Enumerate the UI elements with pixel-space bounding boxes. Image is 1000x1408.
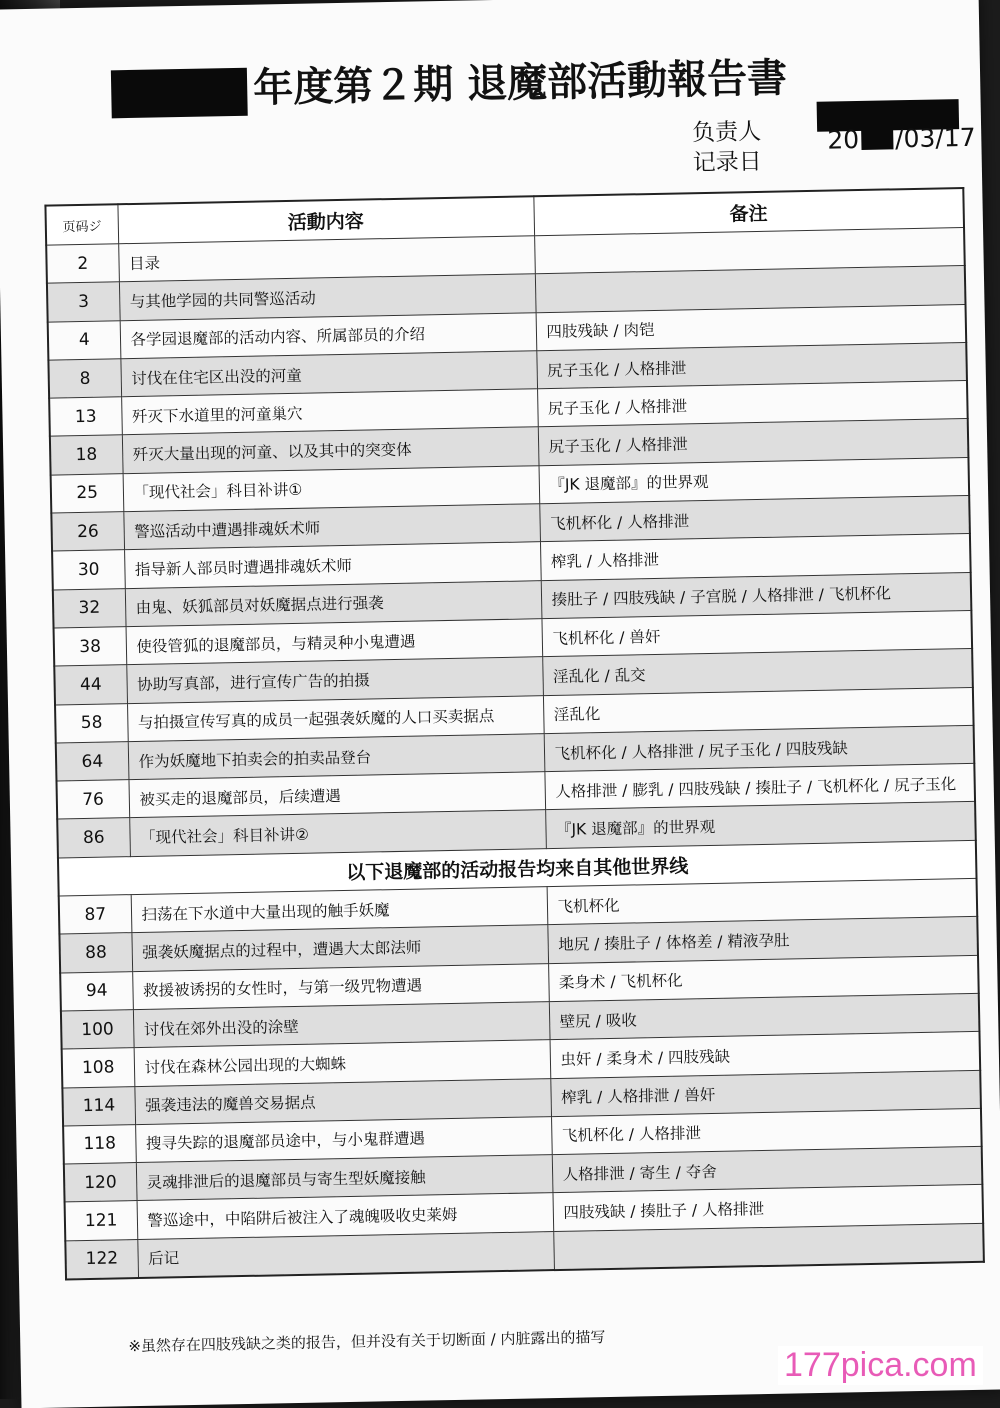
cell-page: 58 (55, 703, 128, 743)
cell-page: 120 (64, 1163, 137, 1203)
cell-content: 扫荡在下水道中大量出现的触手妖魔 (131, 887, 548, 933)
cell-content: 作为妖魔地下拍卖会的拍卖品登台 (128, 734, 545, 780)
worldline-divider-text: 以下退魔部的活动报告均来自其他世界线 (58, 840, 977, 896)
cell-page: 3 (47, 282, 120, 322)
cell-page: 30 (52, 550, 125, 590)
redacted-year (111, 68, 248, 119)
cell-content: 歼灭大量出现的河童、以及其中的突变体 (122, 427, 539, 473)
cell-content: 强袭妖魔据点的过程中，遭遇大太郎法师 (131, 925, 548, 971)
cell-note: 淫乱化 / 乱交 (542, 649, 973, 696)
cell-note: 人格排泄 / 膨乳 / 四肢残缺 / 揍肚子 / 飞机杯化 / 尻子玉化 (544, 764, 975, 811)
cell-note: 柔身术 / 飞机杯化 (548, 955, 979, 1002)
cell-content: 与其他学园的共同警巡活动 (119, 274, 536, 320)
cell-content: 讨伐在郊外出没的涂壁 (133, 1002, 550, 1048)
cell-note: 尻子玉化 / 人格排泄 (537, 381, 968, 428)
cell-content: 讨伐在住宅区出没的河童 (120, 351, 537, 397)
cell-page: 18 (50, 435, 123, 475)
cell-page: 32 (53, 588, 126, 628)
cell-page: 87 (59, 895, 132, 935)
cell-content: 救援被诱拐的女性时，与第一级咒物遭遇 (132, 963, 549, 1009)
date-prefix: 20 (827, 125, 860, 155)
cell-note: 榨乳 / 人格排泄 / 兽奸 (550, 1070, 981, 1117)
cell-content: 灵魂排泄后的退魔部员与寄生型妖魔接触 (136, 1155, 553, 1201)
cell-page: 13 (49, 397, 122, 437)
cell-note: 飞机杯化 / 人格排泄 / 尻子玉化 / 四肢残缺 (544, 725, 975, 772)
cell-note: 飞机杯化 / 人格排泄 (539, 496, 970, 543)
date-label: 记录日 (692, 148, 762, 177)
cell-page: 26 (51, 512, 124, 552)
cell-page: 2 (46, 244, 119, 284)
cell-note: 榨乳 / 人格排泄 (540, 534, 971, 581)
cell-note: 尻子玉化 / 人格排泄 (536, 342, 967, 389)
title-text: 年度第２期 退魔部活動報告書 (252, 54, 788, 112)
cell-page: 76 (56, 780, 129, 820)
cell-note (553, 1223, 984, 1270)
column-header-note: 备注 (533, 188, 964, 236)
column-header-content: 活動内容 (117, 196, 534, 243)
date-suffix: /03/17 (894, 122, 976, 154)
cell-page: 94 (60, 971, 133, 1011)
cell-page: 8 (48, 359, 121, 399)
cell-note: 尻子玉化 / 人格排泄 (538, 419, 969, 466)
cell-note: 淫乱化 (543, 687, 974, 734)
cell-page: 122 (65, 1239, 138, 1279)
cell-page: 4 (48, 320, 121, 360)
cell-note: 四肢残缺 / 肉铠 (536, 304, 967, 351)
cell-content: 使役管狐的退魔部员，与精灵种小鬼遭遇 (126, 619, 543, 665)
cell-content: 警巡途中，中陷阱后被注入了魂魄吸收史莱姆 (137, 1193, 554, 1239)
cell-content: 警巡活动中遭遇排魂妖术师 (123, 504, 540, 550)
cell-note: 人格排泄 / 寄生 / 夺舍 (552, 1146, 983, 1193)
cell-content: 协助写真部，进行宣传广告的拍摄 (126, 657, 543, 703)
report-title (111, 45, 872, 119)
cell-content: 后记 (137, 1231, 554, 1278)
cell-note: 四肢残缺 / 揍肚子 / 人格排泄 (552, 1185, 983, 1232)
cell-content: 与拍摄宣传写真的成员一起强袭妖魔的人口买卖据点 (127, 695, 544, 741)
cell-content: 歼灭下水道里的河童巢穴 (121, 389, 538, 435)
cell-note: 『JK 退魔部』的世界观 (545, 802, 976, 849)
cell-content: 讨伐在森林公园出现的大蜘蛛 (134, 1040, 551, 1086)
cell-content: 由鬼、妖狐部员对妖魔据点进行强袭 (125, 580, 542, 626)
cell-page: 108 (62, 1048, 135, 1088)
cell-note: 飞机杯化 / 人格排泄 (551, 1108, 982, 1155)
cell-page: 44 (54, 665, 127, 705)
table-body-other-worldline (59, 878, 984, 1279)
cell-page: 88 (59, 933, 132, 973)
cell-content: 「现代社会」科目补讲① (123, 465, 540, 511)
cell-page: 114 (62, 1086, 135, 1126)
cell-note: 飞机杯化 / 兽奸 (541, 610, 972, 657)
cell-page: 64 (56, 742, 129, 782)
cell-page: 118 (63, 1124, 136, 1164)
cell-note: 虫奸 / 柔身术 / 四肢残缺 (550, 1032, 981, 1079)
cell-content: 「现代社会」科目补讲② (129, 810, 546, 856)
footnote: ※虽然存在四肢残缺之类的报告，但并没有关于切断面 / 内脏露出的描写 (128, 1328, 606, 1356)
cell-note: 飞机杯化 (547, 878, 978, 925)
record-date (827, 123, 976, 155)
cell-note: 地尻 / 揍肚子 / 体格差 / 精液孕肚 (547, 917, 978, 964)
redacted-date-digits (861, 127, 893, 150)
cell-content: 指导新人部员时遭遇排魂妖术师 (124, 542, 541, 588)
cell-note: 揍肚子 / 四肢残缺 / 子宫脱 / 人格排泄 / 飞机杯化 (541, 572, 972, 619)
cell-content: 被买走的退魔部员，后续遭遇 (128, 772, 545, 818)
cell-content: 目录 (118, 236, 535, 282)
table-body-main (46, 228, 976, 858)
cell-content: 强袭违法的魔兽交易据点 (134, 1078, 551, 1124)
cell-content: 搜寻失踪的退魔部员途中，与小鬼群遭遇 (135, 1116, 552, 1162)
cell-page: 86 (57, 818, 130, 858)
cell-page: 100 (61, 1010, 134, 1050)
column-header-page: 页码ジ (45, 204, 118, 245)
cell-note: 壁尻 / 吸收 (549, 993, 980, 1040)
cell-page: 38 (54, 627, 127, 667)
cell-page: 25 (51, 473, 124, 513)
cell-note: 『JK 退魔部』的世界观 (539, 457, 970, 504)
cell-content: 各学园退魔部的活动内容、所属部员的介绍 (120, 312, 537, 358)
responsible-label: 负责人 (691, 118, 762, 147)
cell-page: 121 (65, 1201, 138, 1241)
activity-table (44, 187, 984, 1280)
watermark: 177pica.com (778, 1346, 983, 1385)
